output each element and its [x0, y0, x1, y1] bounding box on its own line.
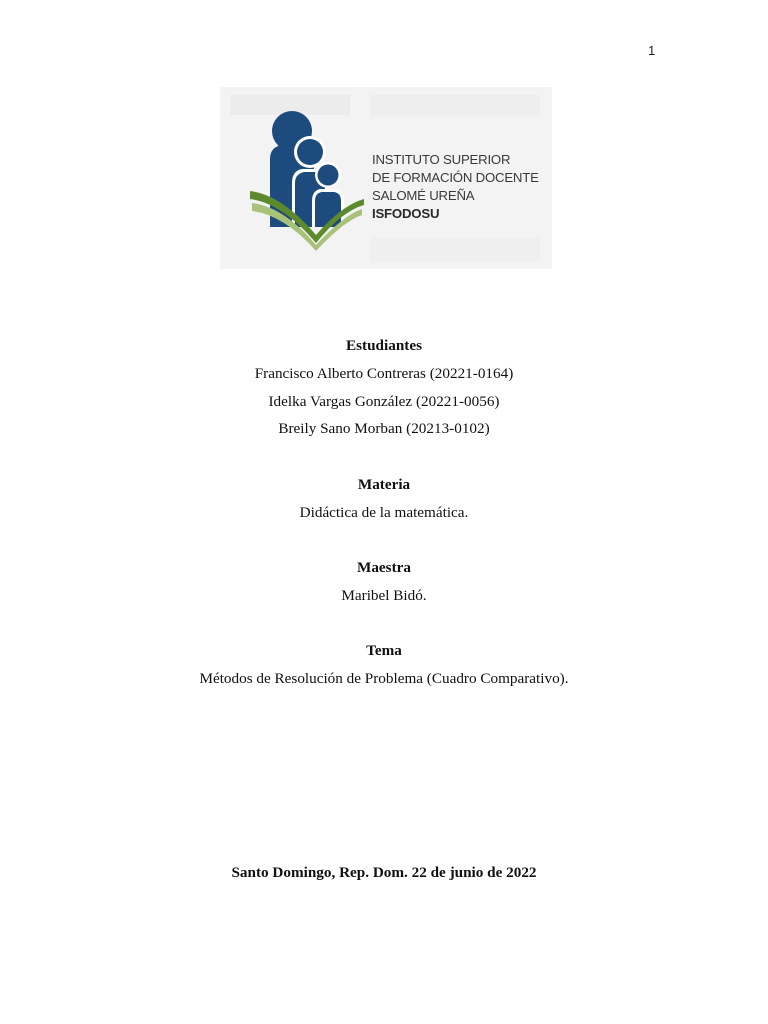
student-name: Francisco Alberto Contreras (20221-0164)	[254, 365, 514, 382]
logo-acronym: ISFODOSU	[372, 206, 440, 221]
topic-section	[0, 637, 768, 693]
logo-line-1: INSTITUTO SUPERIOR	[372, 152, 511, 167]
student-name: Idelka Vargas González (20221-0056)	[268, 392, 500, 410]
teacher-value: Maribel Bidó.	[341, 587, 427, 604]
logo-line-3: SALOMÉ UREÑA	[372, 188, 475, 203]
subject-heading: Materia	[357, 476, 411, 493]
isfodosu-logo	[220, 87, 552, 269]
topic-value: Métodos de Resolución de Problema (Cuadro Comparativo).	[199, 670, 569, 687]
teacher-section	[0, 554, 768, 610]
logo-line-2: DE FORMACIÓN DOCENTE	[372, 170, 539, 185]
page-number: 1	[648, 43, 656, 58]
subject-value: Didáctica de la matemática.	[299, 504, 469, 521]
subject-section	[0, 471, 768, 527]
teacher-heading: Maestra	[357, 559, 411, 576]
students-heading: Estudiantes	[346, 337, 422, 354]
student-name: Breily Sano Morban (20213-0102)	[278, 420, 490, 437]
logo-wordmark	[372, 151, 539, 223]
place-date: Santo Domingo, Rep. Dom. 22 de junio de 2022	[231, 864, 537, 881]
topic-heading: Tema	[366, 642, 402, 659]
students-section	[0, 332, 768, 443]
